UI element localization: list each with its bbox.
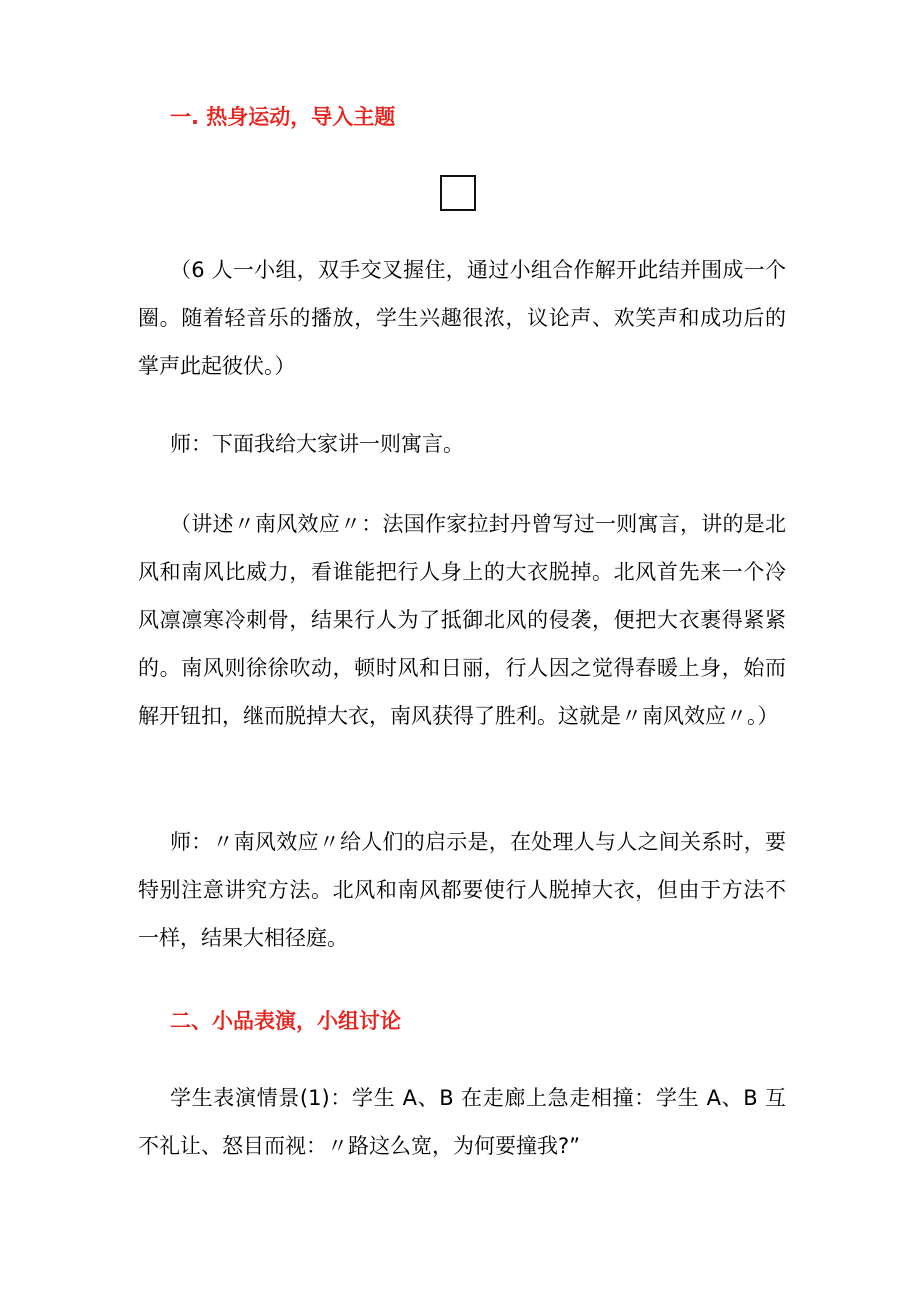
section-2-paragraph-1: 学生表演情景(1)：学生 A、B 在走廊上急走相撞：学生 A、B 互不礼让、怒目而视：〃路这么宽，为何要撞我?”: [138, 1086, 786, 1158]
section-1-paragraph-4: 师：〃南风效应〃给人们的启示是，在处理人与人之间关系时，要特别注意讲究方法。北风和南风都要使行人脱掉大衣，但由于方法不一样，结果大相径庭。: [138, 830, 786, 950]
image-placeholder-box: [440, 175, 476, 211]
section-1-paragraph-1: （6 人一小组，双手交叉握住，通过小组合作解开此结并围成一个圈。随着轻音乐的播放，学生兴趣很浓，议论声、欢笑声和成功后的掌声此起彼伏。）: [138, 258, 786, 378]
section-1-paragraph-3: （讲述〃南风效应〃：法国作家拉封丹曾写过一则寓言，讲的是北风和南风比威力，看谁能把行人身上的大衣脱掉。北风首先来一个冷风凛凛寒冷刺骨，结果行人为了抵御北风的侵袭，便把大衣裹得紧紧的。南风则徐徐吹动，顿时风和日丽，行人因之觉得春暖上身，始而解开钮扣，继而脱掉大衣，南风获得了胜利。这就是〃南风效应〃。）: [138, 512, 786, 728]
section-1-heading: 一. 热身运动，导入主题: [170, 105, 396, 129]
section-2-heading: 二、小品表演，小组讨论: [170, 1009, 401, 1033]
section-1-paragraph-2: 师：下面我给大家讲一则寓言。: [170, 432, 464, 456]
